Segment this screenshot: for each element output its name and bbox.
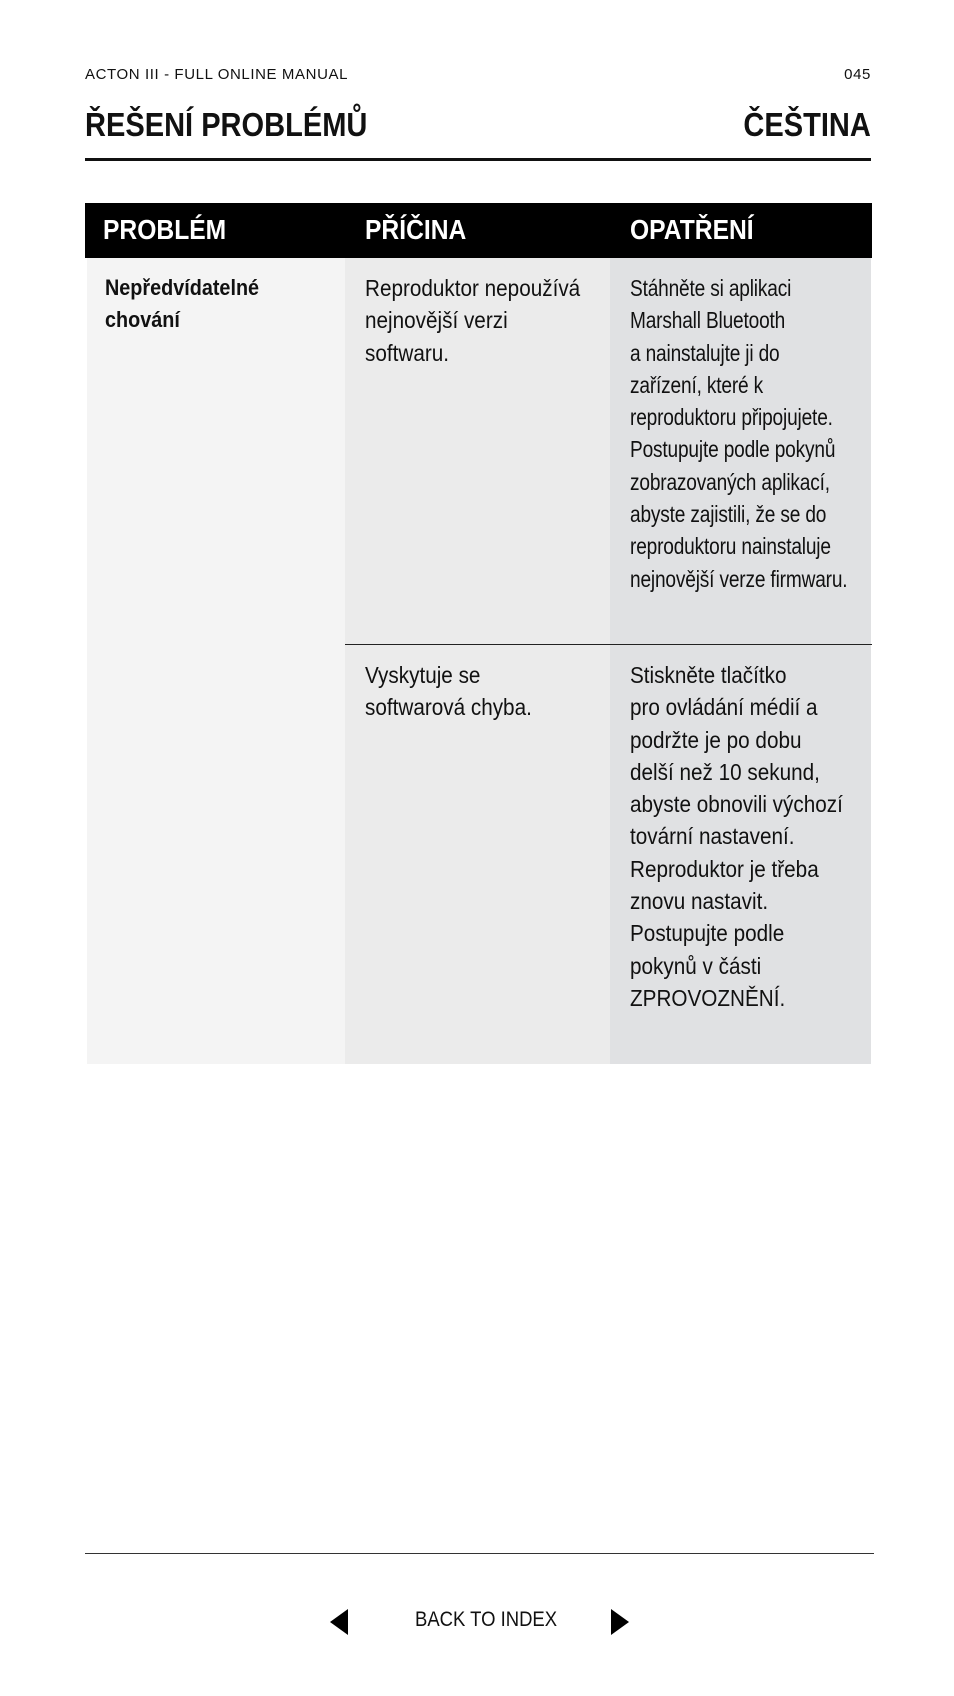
page-navigation (0, 1604, 954, 1644)
language-label: ČEŠTINA (743, 106, 871, 143)
action-cell-1: Stáhněte si aplikaci Marshall Bluetooth a nainstalujte ji do zařízení, které k reproduktoru připojujete. Postupujte podle pokynů zobrazovaných aplikací, abyste zajistili, že se do reproduktoru nainstaluje nejnovější verze firmwaru. (630, 275, 848, 592)
cause-cell-2: Vyskytuje se softwarová chyba. (365, 662, 532, 721)
column-header-action: OPATŘENÍ (630, 214, 754, 245)
manual-title: ACTON III - FULL ONLINE MANUAL (85, 66, 349, 83)
footer-divider (85, 1553, 874, 1554)
section-title: ŘEŠENÍ PROBLÉMŮ (85, 106, 368, 143)
triangle-right-icon[interactable] (611, 1609, 629, 1635)
action-cell-2: Stiskněte tlačítko pro ovládání médií a podržte je po dobu delší než 10 sekund, abyste obnovili výchozí tovární nastavení. Reproduktor je třeba znovu nastavit. Postupujte podle pokynů v části ZPROVOZNĚNÍ. (630, 662, 843, 1011)
back-to-index-link[interactable]: BACK TO INDEX (415, 1608, 558, 1631)
row-divider (345, 644, 872, 645)
page-number: 045 (844, 66, 871, 83)
troubleshooting-table (85, 203, 872, 1064)
column-header-cause: PŘÍČINA (365, 214, 467, 245)
problem-column (87, 258, 345, 1064)
column-header-problem: PROBLÉM (103, 214, 227, 245)
triangle-left-icon[interactable] (330, 1609, 348, 1635)
running-header (85, 66, 871, 90)
section-heading (85, 104, 871, 161)
problem-cell: Nepředvídatelné chování (105, 275, 260, 333)
table-header (85, 203, 872, 258)
cause-cell-1: Reproduktor nepoužívá nejnovější verzi softwaru. (365, 275, 581, 366)
